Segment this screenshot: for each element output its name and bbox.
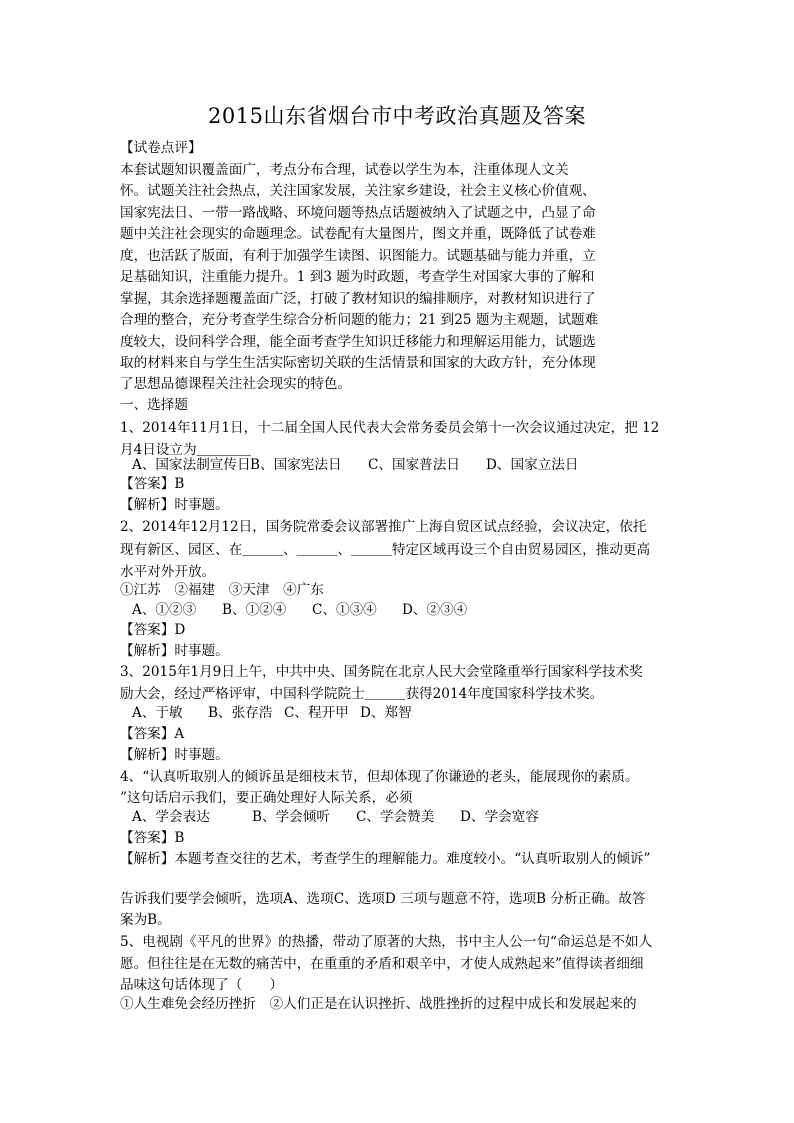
review-line: 怀。试题关注社会热点，关注国家发展，关注家乡建设，社会主义核心价值观、 bbox=[120, 183, 596, 199]
review-heading: 【试卷点评】 bbox=[120, 140, 202, 156]
option-d: D、学会宽容 bbox=[460, 809, 539, 825]
question-2-text: 现有新区、园区、在＿＿＿、＿＿＿、＿＿＿特定区域再设三个自由贸易园区，推动更高 bbox=[120, 542, 651, 558]
option-d: D、②③④ bbox=[402, 602, 468, 618]
option-c: C、国家普法日 bbox=[368, 457, 460, 473]
question-3-analysis: 【解析】时事题。 bbox=[120, 747, 229, 763]
review-line: 度较大，设问科学合理，能全面考查学生知识迁移能力和理解运用能力，试题选 bbox=[120, 334, 596, 350]
review-line: 足基础知识，注重能力提升。1 到3 题为时政题，考查学生对国家大事的了解和 bbox=[120, 269, 595, 285]
question-4-text: 4、“认真听取别人的倾诉虽是细枝末节，但却体现了你谦逊的老头，能展现你的素质。 bbox=[120, 769, 639, 785]
option-c: C、学会赞美 bbox=[356, 809, 435, 825]
section-heading: 一、选择题 bbox=[120, 397, 188, 413]
question-2-text: 水平对外开放。 bbox=[120, 564, 216, 580]
question-4-text: ”这句话启示我们，要正确处理好人际关系，必须 bbox=[120, 790, 413, 806]
question-1-text: 1、2014年11月1日，十二届全国人民代表大会常务委员会第十一次会议通过决定，把 12 bbox=[120, 420, 660, 436]
question-4-options bbox=[132, 807, 539, 827]
option-b: B、国家宪法日 bbox=[250, 457, 342, 473]
review-line: 国家宪法日、一带一路战略、环境问题等热点话题被纳入了试题之中，凸显了命 bbox=[120, 205, 596, 221]
question-1-answer: 【答案】B bbox=[120, 476, 185, 492]
option-c: C、程开甲 bbox=[284, 705, 349, 721]
option-b: B、学会倾听 bbox=[252, 809, 330, 825]
option-b: B、①②④ bbox=[222, 602, 287, 618]
question-2-analysis: 【解析】时事题。 bbox=[120, 643, 229, 659]
question-2-text: 2、2014年12月12日，国务院常委会议部署推广上海自贸区试点经验，会议决定，依托 bbox=[120, 519, 647, 535]
review-line: 掌握，其余选择题覆盖面广泛，打破了教材知识的编排顺序，对教材知识进行了 bbox=[120, 291, 596, 307]
option-a: A、于敏 bbox=[132, 705, 183, 721]
question-3-text: 励大会，经过严格评审，中国科学院院士＿＿＿获得2014年度国家科学技术奖。 bbox=[120, 686, 604, 702]
question-4-analysis: 告诉我们要学会倾听，选项A、选项C、选项D 三项与题意不符，选项B 分析正确。故答 bbox=[120, 891, 646, 907]
option-c: C、①③④ bbox=[312, 602, 377, 618]
review-line: 合理的整合，充分考查学生综合分析问题的能力；21 到25 题为主观题，试题难 bbox=[120, 312, 599, 328]
question-5-text: 愿。但往往是在无数的痛苦中，在重重的矛盾和艰辛中，才使人成熟起来”值得读者细细 bbox=[120, 956, 644, 972]
question-3-text: 3、2015年1月9日上午，中共中央、国务院在北京人民大会堂隆重举行国家科学技术奖 bbox=[120, 664, 643, 680]
review-line: 本套试题知识覆盖面广，考点分布合理，试卷以学生为本，注重体现人文关 bbox=[120, 162, 569, 178]
question-5-text: 品味这句话体现了（ ） bbox=[120, 977, 284, 993]
option-b: B、张存浩 bbox=[208, 705, 273, 721]
option-a: A、学会表达 bbox=[132, 809, 210, 825]
question-3-answer: 【答案】A bbox=[120, 726, 185, 742]
question-2-answer: 【答案】D bbox=[120, 622, 186, 638]
question-2-options bbox=[132, 600, 492, 620]
document-title: 2015山东省烟台市中考政治真题及答案 bbox=[208, 104, 586, 128]
question-4-analysis: 【解析】本题考查交往的艺术，考查学生的理解能力。难度较小。“认真听取别人的倾诉” bbox=[120, 851, 651, 867]
review-line: 度，也活跃了版面，有利于加强学生读图、识图能力。试题基础与能力并重，立 bbox=[120, 248, 596, 264]
review-line: 了思想品德课程关注社会现实的特色。 bbox=[120, 376, 352, 392]
option-a: A、国家法制宣传日 bbox=[132, 457, 251, 473]
option-d: D、郑智 bbox=[360, 705, 412, 721]
review-line: 题中关注社会现实的命题理念。试卷配有大量图片，图文并重，既降低了试卷难 bbox=[120, 226, 596, 242]
question-1-text: 月4日设立为＿＿＿＿ bbox=[120, 442, 251, 458]
question-5-choices: ①人生难免会经历挫折 ②人们正是在认识挫折、战胜挫折的过程中成长和发展起来的 bbox=[120, 996, 637, 1012]
option-a: A、①②③ bbox=[132, 602, 197, 618]
review-line: 取的材料来自与学生生活实际密切关联的生活情景和国家的大政方针，充分体现 bbox=[120, 355, 596, 371]
question-4-answer: 【答案】B bbox=[120, 830, 185, 846]
question-4-analysis: 案为B。 bbox=[120, 912, 171, 928]
option-d: D、国家立法日 bbox=[486, 457, 579, 473]
question-3-options bbox=[132, 703, 412, 723]
question-1-analysis: 【解析】时事题。 bbox=[120, 497, 229, 513]
question-5-text: 5、电视剧《平凡的世界》的热播，带动了原著的大热，书中主人公一句“命运总是不如人 bbox=[120, 934, 653, 950]
question-2-choices: ①江苏 ②福建 ③天津 ④广东 bbox=[120, 582, 324, 598]
question-1-options bbox=[132, 455, 578, 475]
